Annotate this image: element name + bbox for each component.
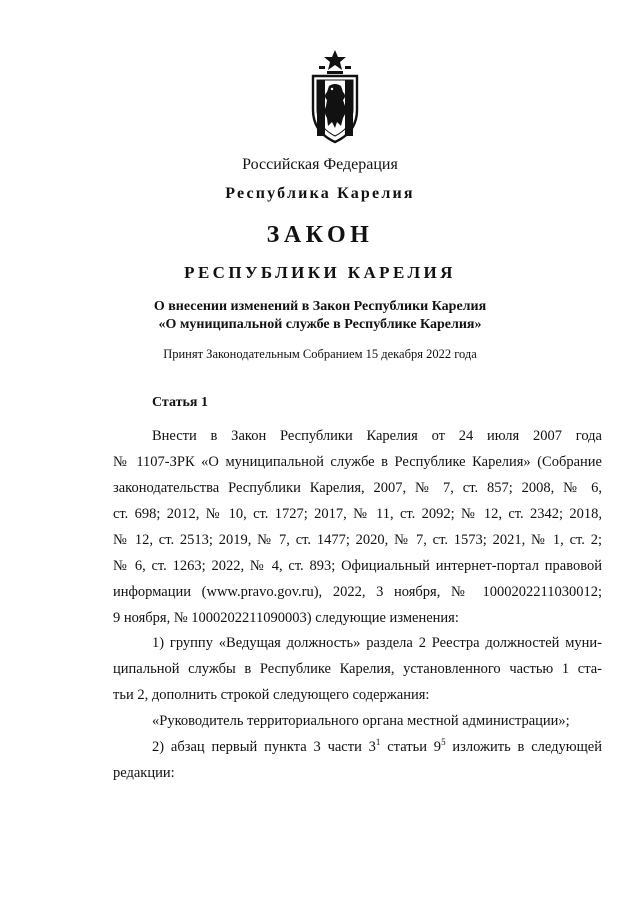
text-line: ст. 698; 2012, № 10, ст. 1727; 2017, № 11, ст. 2092; № 12, ст. 2342; 2018, <box>113 506 602 522</box>
karelia-coat-of-arms-icon <box>305 48 365 144</box>
text-line: Внести в Закон Республики Карелия от 24 июля 2007 года <box>152 428 602 444</box>
republic-name: Республика Карелия <box>225 185 415 202</box>
text-line: № 12, ст. 2513; 2019, № 7, ст. 1477; 2020, № 7, ст. 1573; 2021, № 1, ст. 2; <box>113 532 602 548</box>
text-line: информации (www.pravo.gov.ru), 2022, 3 ноября, № 1000202211030012; <box>113 584 602 600</box>
text-line: тьи 2, дополнить строкой следующего содержания: <box>113 687 430 703</box>
text-line: № 1107-ЗРК «О муниципальной службе в Республике Карелия» (Собрание <box>113 454 602 470</box>
article-heading: Статья 1 <box>152 395 208 410</box>
text-line: редакции: <box>113 765 175 781</box>
law-title <box>0 298 640 334</box>
republic-heading: РЕСПУБЛИКИ КАРЕЛИЯ <box>184 263 456 282</box>
text-line: 9 ноября, № 1000202211090003) следующие изменения: <box>113 610 459 626</box>
adoption-note: Принят Законодательным Собранием 15 декабря 2022 года <box>163 347 477 361</box>
country-name: Российская Федерация <box>242 156 398 173</box>
text-line: «Руководитель территориального органа местной администрации»; <box>152 713 570 729</box>
text-line: № 6, ст. 1263; 2022, № 4, ст. 893; Официальный интернет-портал правовой <box>113 558 602 574</box>
text-line: законодательства Республики Карелия, 2007, № 7, ст. 857; 2008, № 6, <box>113 480 602 496</box>
item-2-line: 2) абзац первый пункта 3 части $3^1$ статьи $9^5$ изложить в следующей <box>152 737 602 755</box>
law-title-line-2: «О муниципальной службе в Республике Карелия» <box>158 317 482 332</box>
text-line: 1) группу «Ведущая должность» раздела 2 Реестра должностей муни- <box>152 635 602 651</box>
law-title-line-1: О внесении изменений в Закон Республики Карелия <box>153 299 487 314</box>
law-heading: ЗАКОН <box>266 222 374 248</box>
text-line: ципальной службы в Республике Карелия, установленного частью 1 ста- <box>113 661 602 677</box>
